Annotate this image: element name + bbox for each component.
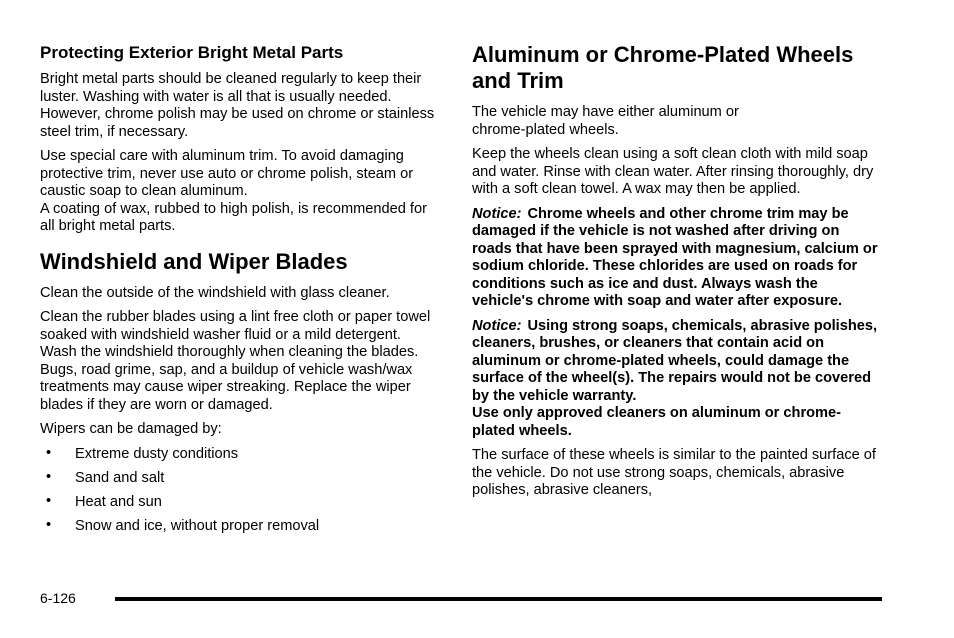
bullet-marker: • <box>46 492 52 509</box>
notice-label: Notice: <box>472 317 522 334</box>
right-column <box>472 40 882 507</box>
wheels-heading: Aluminum or Chrome-Plated Wheels and Trim <box>472 42 854 93</box>
wiper-damage-list <box>40 446 440 536</box>
notice-label: Notice: <box>472 205 522 222</box>
wheels-paragraph-2: Keep the wheels clean using a soft clean cloth with mild soap and water. Rinse with clean water. After rinsing thoroughly, dry with a soft clean towel. A wax may then be applied. <box>472 146 874 197</box>
page-number: 6-126 <box>40 590 76 606</box>
list-item-text: Heat and sun <box>75 493 162 510</box>
windshield-heading: Windshield and Wiper Blades <box>40 248 348 274</box>
list-item <box>40 518 440 536</box>
wheels-paragraph-3: The surface of these wheels is similar to the painted surface of the vehicle. Do not use strong soaps, chemicals, abrasive polishes, abrasive cleaners, <box>472 447 876 498</box>
protect-paragraph-1: Bright metal parts should be cleaned regularly to keep their luster. Washing with water is all that is usually needed. However, chrome polish may be used on chrome or stainless steel trim, if necessary. <box>40 71 435 140</box>
protect-paragraph-2b: A coating of wax, rubbed to high polish, is recommended for all bright metal parts. <box>40 200 427 234</box>
list-item <box>40 494 440 512</box>
bullet-marker: • <box>46 444 52 461</box>
bullet-marker: • <box>46 516 52 533</box>
windshield-paragraph-2: Clean the rubber blades using a lint free cloth or paper towel soaked with windshield washer fluid or a mild detergent. Wash the windshield thoroughly when cleaning the blades. Bugs, road grime, sap, and a buildup of vehicle wash/wax treatments may cause wiper streaking. Replace the wiper blades if they are worn or damaged. <box>40 309 431 413</box>
notice-2 <box>472 318 882 441</box>
wheels-paragraph-1 <box>472 104 882 139</box>
list-item-text: Snow and ice, without proper removal <box>75 517 320 534</box>
notice-2-text: Using strong soaps, chemicals, abrasive polishes, cleaners, brushes, or cleaners that contain acid on aluminum or chrome-plated wheels, could damage the surface of the wheel(s). The repairs would not be covered by the vehicle warranty. <box>472 317 878 404</box>
wipers-intro: Wipers can be damaged by: <box>40 421 222 437</box>
wheels-paragraph-1b: chrome-plated wheels. <box>472 121 619 138</box>
notice-1-text: Chrome wheels and other chrome trim may be damaged if the vehicle is not washed after driving on roads that have been sprayed with magnesium, calcium or sodium chloride. These chlorides are used on roads for conditions such as ice and dust. Always wash the vehicle's chrome with soap and water after exposure. <box>472 205 878 309</box>
list-item-text: Sand and salt <box>75 469 165 486</box>
notice-2-text-b: Use only approved cleaners on aluminum or chrome-plated wheels. <box>472 405 841 439</box>
protect-paragraph-2 <box>40 148 440 236</box>
notice-1 <box>472 206 882 311</box>
bullet-marker: • <box>46 468 52 485</box>
protect-paragraph-2a: Use special care with aluminum trim. To avoid damaging protective trim, never use auto or chrome polish, steam or caustic soap to clean aluminum. <box>40 148 414 199</box>
protect-heading: Protecting Exterior Bright Metal Parts <box>40 43 344 62</box>
wheels-paragraph-1a: The vehicle may have either aluminum or <box>472 104 739 120</box>
windshield-paragraph-1: Clean the outside of the windshield with glass cleaner. <box>40 284 390 301</box>
list-item <box>40 446 440 464</box>
footer-rule <box>115 597 882 601</box>
list-item-text: Extreme dusty conditions <box>75 445 239 462</box>
left-column <box>40 40 440 542</box>
list-item <box>40 470 440 488</box>
